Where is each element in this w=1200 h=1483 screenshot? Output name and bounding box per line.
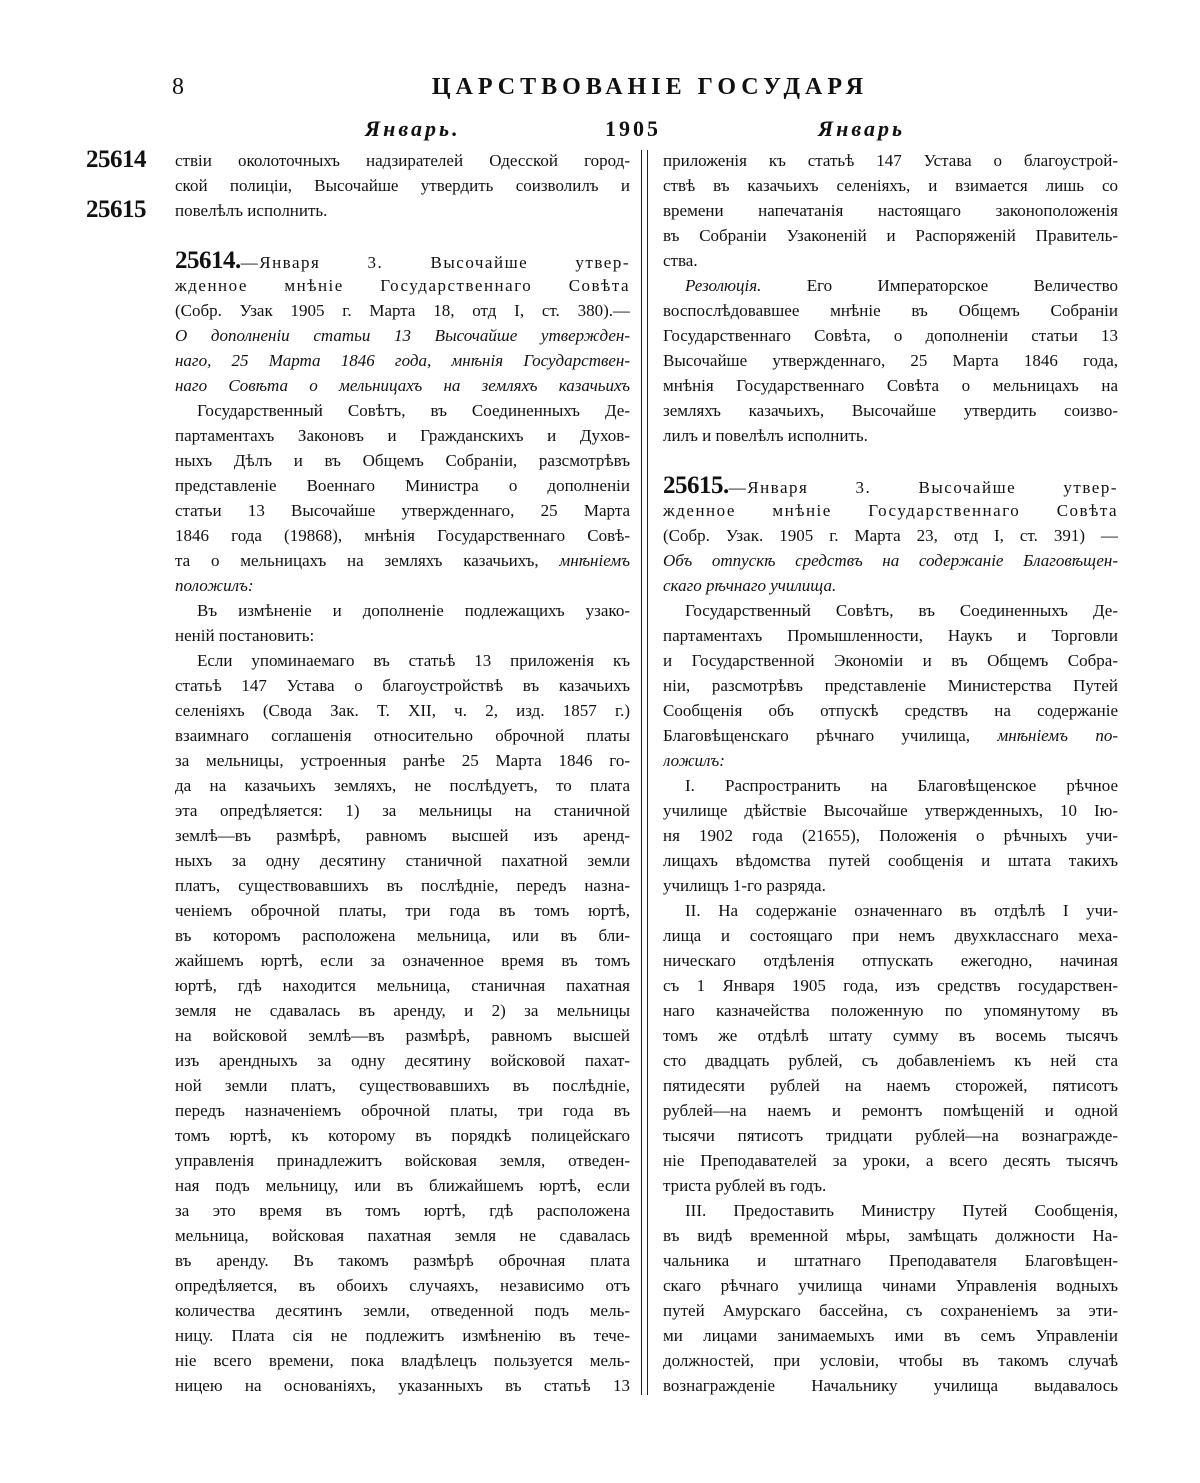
- line-text: передъ назначеніемъ оброчной платы, три года въ: [175, 1101, 630, 1120]
- line-text: представленіе Военнаго Министра о дополненіи: [175, 476, 630, 495]
- text-line: [175, 573, 630, 598]
- text-line: [175, 148, 630, 173]
- entry-heading-line: [175, 248, 630, 273]
- text-line: [175, 798, 630, 823]
- text-line: [175, 423, 630, 448]
- line-text: Государственный Совѣтъ, въ Соединенныхъ Де-: [685, 601, 1118, 620]
- line-text: селеніяхъ (Свода Зак. Т. XII, ч. 2, изд. 1857 г.): [175, 701, 630, 720]
- column-rule: [647, 150, 648, 1395]
- line-text: ницу. Плата сія не подлежитъ измѣненію въ тече-: [175, 1326, 630, 1345]
- line-text: въ Собраніи Узаконеній и Распоряженій Правитель-: [663, 226, 1118, 245]
- text-line: [175, 273, 630, 298]
- line-text: за это время въ томъ юртѣ, гдѣ расположена: [175, 1201, 630, 1220]
- text-line: [663, 1273, 1118, 1298]
- text-line: [175, 398, 630, 423]
- line-text: та о мельницахъ на земляхъ казачьихъ,: [175, 551, 560, 570]
- line-text: времени напечатанія настоящаго законоположенія: [663, 201, 1118, 220]
- text-line: [175, 873, 630, 898]
- text-line: [175, 523, 630, 548]
- line-text: томъ юртѣ, къ которому въ порядкѣ полицейскаго: [175, 1126, 630, 1145]
- text-line: [663, 273, 1118, 298]
- line-text: путей Амурскаго бассейна, съ сохраненіемъ за эти-: [663, 1301, 1118, 1320]
- running-title: ЦАРСТВОВАНІЕ ГОСУДАРЯ: [431, 74, 869, 100]
- line-text: юртѣ, гдѣ находится мельница, станичная пахатная: [175, 976, 630, 995]
- line-text: триста рублей въ годъ.: [663, 1176, 827, 1195]
- line-text: Государственный Совѣтъ, въ Соединенныхъ Де-: [197, 401, 630, 420]
- text-line: [663, 748, 1118, 773]
- text-line: [175, 298, 630, 323]
- text-line: [663, 373, 1118, 398]
- text-line: [175, 198, 630, 223]
- line-text: ницею на основаніяхъ, указанныхъ въ статьѣ 13: [175, 1376, 630, 1395]
- text-line: [175, 898, 630, 923]
- text-line: [663, 198, 1118, 223]
- italic-text: Объ отпускѣ средствъ на содержаніе Благовѣщен-: [663, 551, 1118, 570]
- line-text: жайшемъ юртѣ, если за означенное время въ томъ: [175, 951, 630, 970]
- line-text: партаментахъ Законовъ и Гражданскихъ и Духов-: [175, 426, 630, 445]
- line-text: ная подъ мельницу, или въ ближайшемъ юртѣ, если: [175, 1176, 630, 1195]
- text-line: [663, 498, 1118, 523]
- line-text: Высочайше утвержденнаго, 25 Марта 1846 года,: [663, 351, 1118, 370]
- line-text: взаимнаго соглашенія относительно оброчной платы: [175, 726, 630, 745]
- text-line: [175, 648, 630, 673]
- line-text: на войсковой землѣ—въ размѣрѣ, равномъ высшей: [175, 1026, 630, 1045]
- line-text: ныхъ Дѣлъ и въ Общемъ Собраніи, разсмотрѣвъ: [175, 451, 630, 470]
- line-text: и Государственной Экономіи и въ Общемъ Собра-: [663, 651, 1118, 670]
- text-line: [175, 448, 630, 473]
- line-text: —Января 3. Высочайше утвер-: [240, 253, 630, 272]
- line-text: да на казачьихъ земляхъ, не послѣдуетъ, то плата: [175, 776, 630, 795]
- line-text: училищъ 1-го разряда.: [663, 876, 826, 895]
- line-text: ническаго отдѣленія отпускать ежегодно, начиная: [663, 951, 1118, 970]
- text-line: [663, 1223, 1118, 1248]
- line-text: ня 1902 года (21655), Положенія о рѣчныхъ учи-: [663, 826, 1118, 845]
- text-line: [663, 973, 1118, 998]
- line-text: училище дѣйствіе Высочайше утвержденныхъ, 10 Ію-: [663, 801, 1118, 820]
- line-text: Сообщенія объ отпускѣ средствъ на содержаніе: [663, 701, 1118, 720]
- text-line: [175, 1298, 630, 1323]
- line-text: чальника и штатнаго Преподавателя Благовѣщен-: [663, 1251, 1118, 1270]
- text-line: [175, 623, 630, 648]
- line-text: томъ же отдѣлѣ штату сумму въ восемь тысячъ: [663, 1026, 1118, 1045]
- text-line: [175, 598, 630, 623]
- line-text: мельница, войсковая пахатная земля не сдавалась: [175, 1226, 630, 1245]
- line-text: ченіемъ оброчной платы, три года въ томъ юртѣ,: [175, 901, 630, 920]
- text-line: [663, 1173, 1118, 1198]
- line-text: въ которомъ расположена мельница, или въ бли-: [175, 926, 630, 945]
- line-text: эта опредѣляется: 1) за мельницы на станичной: [175, 801, 630, 820]
- text-line: [663, 698, 1118, 723]
- text-line: [175, 698, 630, 723]
- column-rule: [641, 150, 642, 1395]
- line-text: —Января 3. Высочайше утвер-: [728, 478, 1118, 497]
- line-text: статьѣ 147 Устава о благоустройствѣ въ казачьихъ: [175, 676, 630, 695]
- line-text: управленія принадлежитъ войсковая земля, отведен-: [175, 1151, 630, 1170]
- text-line: [175, 723, 630, 748]
- line-text: жденное мнѣніе Государственнаго Совѣта: [175, 276, 630, 295]
- line-text: пятидесяти рублей на наемъ сторожей, пятисотъ: [663, 1076, 1118, 1095]
- text-line: [663, 823, 1118, 848]
- line-text: Его Императорское Величество: [806, 276, 1118, 295]
- line-text: I. Распространить на Благовѣщенское рѣчное: [685, 776, 1118, 795]
- text-line: [663, 1248, 1118, 1273]
- text-line: [175, 773, 630, 798]
- text-line: [175, 1173, 630, 1198]
- italic-text: мнѣніемъ по-: [997, 726, 1118, 745]
- text-line: [175, 848, 630, 873]
- italic-text: скаго рѣчнаго училища.: [663, 576, 837, 595]
- text-line: [175, 1098, 630, 1123]
- line-text: сто двадцать рублей, съ добавленіемъ къ ней ста: [663, 1051, 1118, 1070]
- text-line: [663, 673, 1118, 698]
- text-line: [663, 1373, 1118, 1398]
- line-text: платъ, существовавшихъ въ послѣдніе, передъ назна-: [175, 876, 630, 895]
- month-left: Январь.: [365, 116, 461, 141]
- text-line: [175, 1323, 630, 1348]
- text-line: [175, 948, 630, 973]
- text-line: [663, 573, 1118, 598]
- text-line: [663, 548, 1118, 573]
- text-line: [175, 1223, 630, 1248]
- text-line: [663, 323, 1118, 348]
- text-line: [663, 798, 1118, 823]
- line-text: 1846 года (19868), мнѣнія Государственнаго Совѣ-: [175, 526, 630, 545]
- text-line: [175, 498, 630, 523]
- entry-number: 25615.: [663, 473, 729, 498]
- line-text: лища и состоящаго при немъ двухкласснаго меха-: [663, 926, 1118, 945]
- line-text: ніе Преподавателей за уроки, а всего десять тысячъ: [663, 1151, 1118, 1170]
- text-line: [175, 748, 630, 773]
- line-text: земля не сдавалась въ аренду, и 2) за мельницы: [175, 1001, 630, 1020]
- line-text: партаментахъ Промышленности, Наукъ и Торговли: [663, 626, 1118, 645]
- text-line: [175, 1073, 630, 1098]
- line-text: Въ измѣненіе и дополненіе подлежащихъ узако-: [197, 601, 630, 620]
- line-text: рублей—на наемъ и ремонтъ помѣщеній и одной: [663, 1101, 1118, 1120]
- text-line: [175, 1273, 630, 1298]
- line-text: статьи 13 Высочайше утвержденнаго, 25 Марта: [175, 501, 630, 520]
- right-column: [663, 148, 1118, 1398]
- italic-text: ложилъ:: [663, 751, 725, 770]
- entry-heading-line: [663, 473, 1118, 498]
- text-line: [663, 1023, 1118, 1048]
- text-line: [175, 473, 630, 498]
- text-line: [663, 1323, 1118, 1348]
- text-line: [663, 348, 1118, 373]
- line-text: III. Предоставить Министру Путей Сообщенія,: [685, 1201, 1118, 1220]
- text-line: [175, 1023, 630, 1048]
- line-text: воспослѣдовавшее мнѣніе въ Общемъ Собраніи: [663, 301, 1118, 320]
- entry-number: 25614.: [175, 248, 241, 273]
- text-line: [175, 1048, 630, 1073]
- line-text: скаго рѣчнаго училища чинами Управленія водныхъ: [663, 1276, 1118, 1295]
- text-line: [663, 598, 1118, 623]
- line-text: жденное мнѣніе Государственнаго Совѣта: [663, 501, 1118, 520]
- text-line: [663, 1123, 1118, 1148]
- line-text: повелѣлъ исполнить.: [175, 201, 328, 220]
- text-line: [175, 973, 630, 998]
- italic-text: положилъ:: [175, 576, 254, 595]
- line-text: въ аренду. Въ такомъ размѣрѣ оброчная плата: [175, 1251, 630, 1270]
- text-line: [175, 673, 630, 698]
- line-text: Если упоминаемаго въ статьѣ 13 приложенія къ: [197, 651, 630, 670]
- text-line: [175, 923, 630, 948]
- text-line: [663, 398, 1118, 423]
- line-text: ми лицами занимаемыхъ ими въ семъ Управленіи: [663, 1326, 1118, 1345]
- line-text: лилъ и повелѣлъ исполнить.: [663, 426, 868, 445]
- blank-line: [663, 448, 1118, 473]
- text-line: [175, 1198, 630, 1223]
- text-line: [175, 823, 630, 848]
- line-text: наго казначейства положенную по упомянутому въ: [663, 1001, 1118, 1020]
- text-line: [175, 1348, 630, 1373]
- blank-line: [175, 223, 630, 248]
- text-line: [663, 1073, 1118, 1098]
- month-right: Январь: [818, 116, 906, 141]
- line-text: ніе всего времени, пока владѣлецъ пользуется мель-: [175, 1351, 630, 1370]
- text-line: [663, 1298, 1118, 1323]
- text-line: [175, 998, 630, 1023]
- text-line: [663, 1048, 1118, 1073]
- line-text: вознагражденіе Начальнику училища выдавалось: [663, 1376, 1118, 1395]
- text-line: [175, 373, 630, 398]
- line-text: Благовѣщенскаго рѣчнаго училища,: [663, 726, 998, 745]
- line-text: ніи, разсмотрѣвъ представленіе Министерства Путей: [663, 676, 1118, 695]
- text-line: [663, 248, 1118, 273]
- text-line: [663, 873, 1118, 898]
- margin-number-25615: 25615: [86, 196, 146, 223]
- text-line: [663, 923, 1118, 948]
- text-line: [663, 773, 1118, 798]
- line-text: тысячи пятисотъ тридцати рублей—на вознагражде-: [663, 1126, 1118, 1145]
- text-line: [175, 1123, 630, 1148]
- line-text: ныхъ за одну десятину станичной пахатной земли: [175, 851, 630, 870]
- line-text: (Собр. Узак 1905 г. Марта 18, отд I, ст. 380).—: [175, 301, 630, 320]
- line-text: лищахъ вѣдомства путей сообщенія и штата такихъ: [663, 851, 1118, 870]
- line-text: за мельницы, устроенныя ранѣе 25 Марта 1846 го-: [175, 751, 630, 770]
- line-text: (Собр. Узак. 1905 г. Марта 23, отд I, ст. 391) —: [663, 526, 1118, 545]
- line-text: опредѣляется, въ обоихъ случаяхъ, независимо отъ: [175, 1276, 630, 1295]
- text-line: [175, 548, 630, 573]
- line-text: должностей, при условіи, чтобы въ такомъ случаѣ: [663, 1351, 1118, 1370]
- text-line: [663, 1148, 1118, 1173]
- line-text: въ видѣ временной мѣры, замѣщать должности На-: [663, 1226, 1118, 1245]
- line-text: ствѣ въ казачьихъ селеніяхъ, и взимается лишь со: [663, 176, 1118, 195]
- line-text: ствіи околоточныхъ надзирателей Одесской город-: [175, 151, 630, 170]
- line-text: Государственнаго Совѣта, о дополненіи статьи 13: [663, 326, 1118, 345]
- text-line: [663, 723, 1118, 748]
- text-line: [663, 998, 1118, 1023]
- line-text: ства.: [663, 251, 698, 270]
- line-text: изъ арендныхъ за одну десятину войсковой пахат-: [175, 1051, 630, 1070]
- text-line: [663, 1198, 1118, 1223]
- text-line: [175, 173, 630, 198]
- text-line: [663, 1348, 1118, 1373]
- line-text: съ 1 Января 1905 года, изъ средствъ государствен-: [663, 976, 1118, 995]
- margin-number-25614: 25614: [86, 146, 146, 173]
- text-line: [663, 623, 1118, 648]
- line-text: II. На содержаніе означеннаго въ отдѣлѣ I учи-: [685, 901, 1118, 920]
- italic-text: О дополненіи статьи 13 Высочайше утвержден-: [175, 326, 630, 345]
- line-text: приложенія къ статьѣ 147 Устава о благоустрой-: [663, 151, 1118, 170]
- italic-text: наго, 25 Марта 1846 года, мнѣнія Государствен-: [175, 351, 630, 370]
- lead-italic: Резолюція.: [685, 276, 807, 295]
- text-line: [175, 348, 630, 373]
- line-text: количества десятинъ земли, отведенной подъ мель-: [175, 1301, 630, 1320]
- text-line: [663, 523, 1118, 548]
- text-line: [663, 948, 1118, 973]
- line-text: земляхъ казачьихъ, Высочайше утвердить соизво-: [663, 401, 1118, 420]
- text-line: [175, 1148, 630, 1173]
- line-text: ной земли платъ, существовавшихъ въ послѣдніе,: [175, 1076, 630, 1095]
- text-line: [663, 148, 1118, 173]
- text-line: [663, 1098, 1118, 1123]
- text-line: [663, 298, 1118, 323]
- line-text: неній постановить:: [175, 626, 315, 645]
- left-column: [175, 148, 630, 1398]
- text-line: [663, 423, 1118, 448]
- line-text: мнѣнія Государственнаго Совѣта о мельницахъ на: [663, 376, 1118, 395]
- italic-text: мнѣніемъ: [559, 551, 630, 570]
- text-line: [663, 848, 1118, 873]
- line-text: землѣ—въ размѣрѣ, равномъ высшей изъ аренд-: [175, 826, 630, 845]
- page-number: 8: [172, 74, 184, 100]
- italic-text: наго Совѣта о мельницахъ на земляхъ казачьихъ: [175, 376, 630, 395]
- text-line: [175, 1373, 630, 1398]
- text-line: [663, 223, 1118, 248]
- text-line: [663, 173, 1118, 198]
- text-line: [175, 1248, 630, 1273]
- text-line: [175, 323, 630, 348]
- text-line: [663, 898, 1118, 923]
- text-line: [663, 648, 1118, 673]
- line-text: ской полиціи, Высочайше утвердить соизволилъ и: [175, 176, 630, 195]
- year: 1905: [605, 116, 661, 141]
